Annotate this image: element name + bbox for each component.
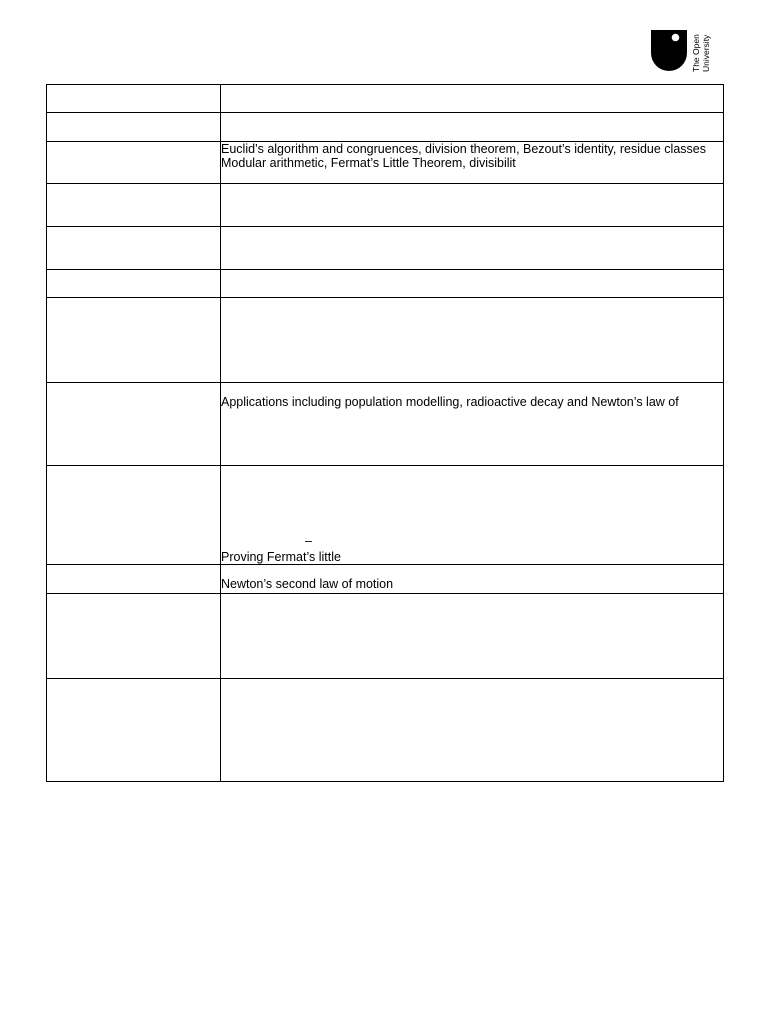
table-row bbox=[47, 594, 724, 679]
table-row bbox=[47, 679, 724, 782]
row-label-cell bbox=[47, 113, 221, 142]
table-row bbox=[47, 142, 724, 184]
row-content-cell bbox=[221, 298, 724, 383]
content-line: Euclid’s algorithm and congruences, division theorem, Bezout’s identity, residue classes bbox=[221, 142, 706, 156]
table-row bbox=[47, 85, 724, 113]
row-label-cell bbox=[47, 142, 221, 184]
row-content-cell bbox=[221, 184, 724, 227]
row-content-cell bbox=[221, 227, 724, 270]
row-content-cell bbox=[221, 679, 724, 782]
content-line: Modular arithmetic, Fermat’s Little Theorem, divisibilit bbox=[221, 156, 516, 170]
row-label-cell bbox=[47, 270, 221, 298]
row-label-cell bbox=[47, 466, 221, 565]
row-content-cell bbox=[221, 85, 724, 113]
table-row bbox=[47, 565, 724, 594]
row-content-cell bbox=[221, 594, 724, 679]
table-row bbox=[47, 227, 724, 270]
row-label-cell bbox=[47, 227, 221, 270]
row-label-cell bbox=[47, 383, 221, 466]
table-row bbox=[47, 270, 724, 298]
logo-line-1: The Open bbox=[691, 34, 701, 72]
dash-mark: – bbox=[305, 534, 312, 548]
logo-line-2: University bbox=[701, 34, 711, 72]
row-label-cell bbox=[47, 85, 221, 113]
table-row bbox=[47, 298, 724, 383]
table-row bbox=[47, 184, 724, 227]
table-row bbox=[47, 383, 724, 466]
module-content-table bbox=[46, 84, 724, 782]
row-content-cell bbox=[221, 270, 724, 298]
row-content-cell bbox=[221, 113, 724, 142]
row-content-cell bbox=[221, 142, 724, 184]
row-label-cell bbox=[47, 184, 221, 227]
open-university-logo-icon bbox=[651, 30, 687, 71]
row-content-cell bbox=[221, 466, 724, 565]
logo-wordmark bbox=[691, 30, 717, 72]
content-line: Newton’s second law of motion bbox=[221, 577, 394, 591]
row-content-cell bbox=[221, 383, 724, 466]
content-line: Applications including population modelling, radioactive decay and Newton’s law of bbox=[221, 395, 679, 409]
row-content-cell bbox=[221, 565, 724, 594]
content-line: Proving Fermat’s little bbox=[221, 550, 341, 564]
open-university-logo bbox=[651, 30, 717, 72]
row-label-cell bbox=[47, 298, 221, 383]
row-label-cell bbox=[47, 565, 221, 594]
table-row bbox=[47, 113, 724, 142]
table-row bbox=[47, 466, 724, 565]
row-label-cell bbox=[47, 679, 221, 782]
row-label-cell bbox=[47, 594, 221, 679]
